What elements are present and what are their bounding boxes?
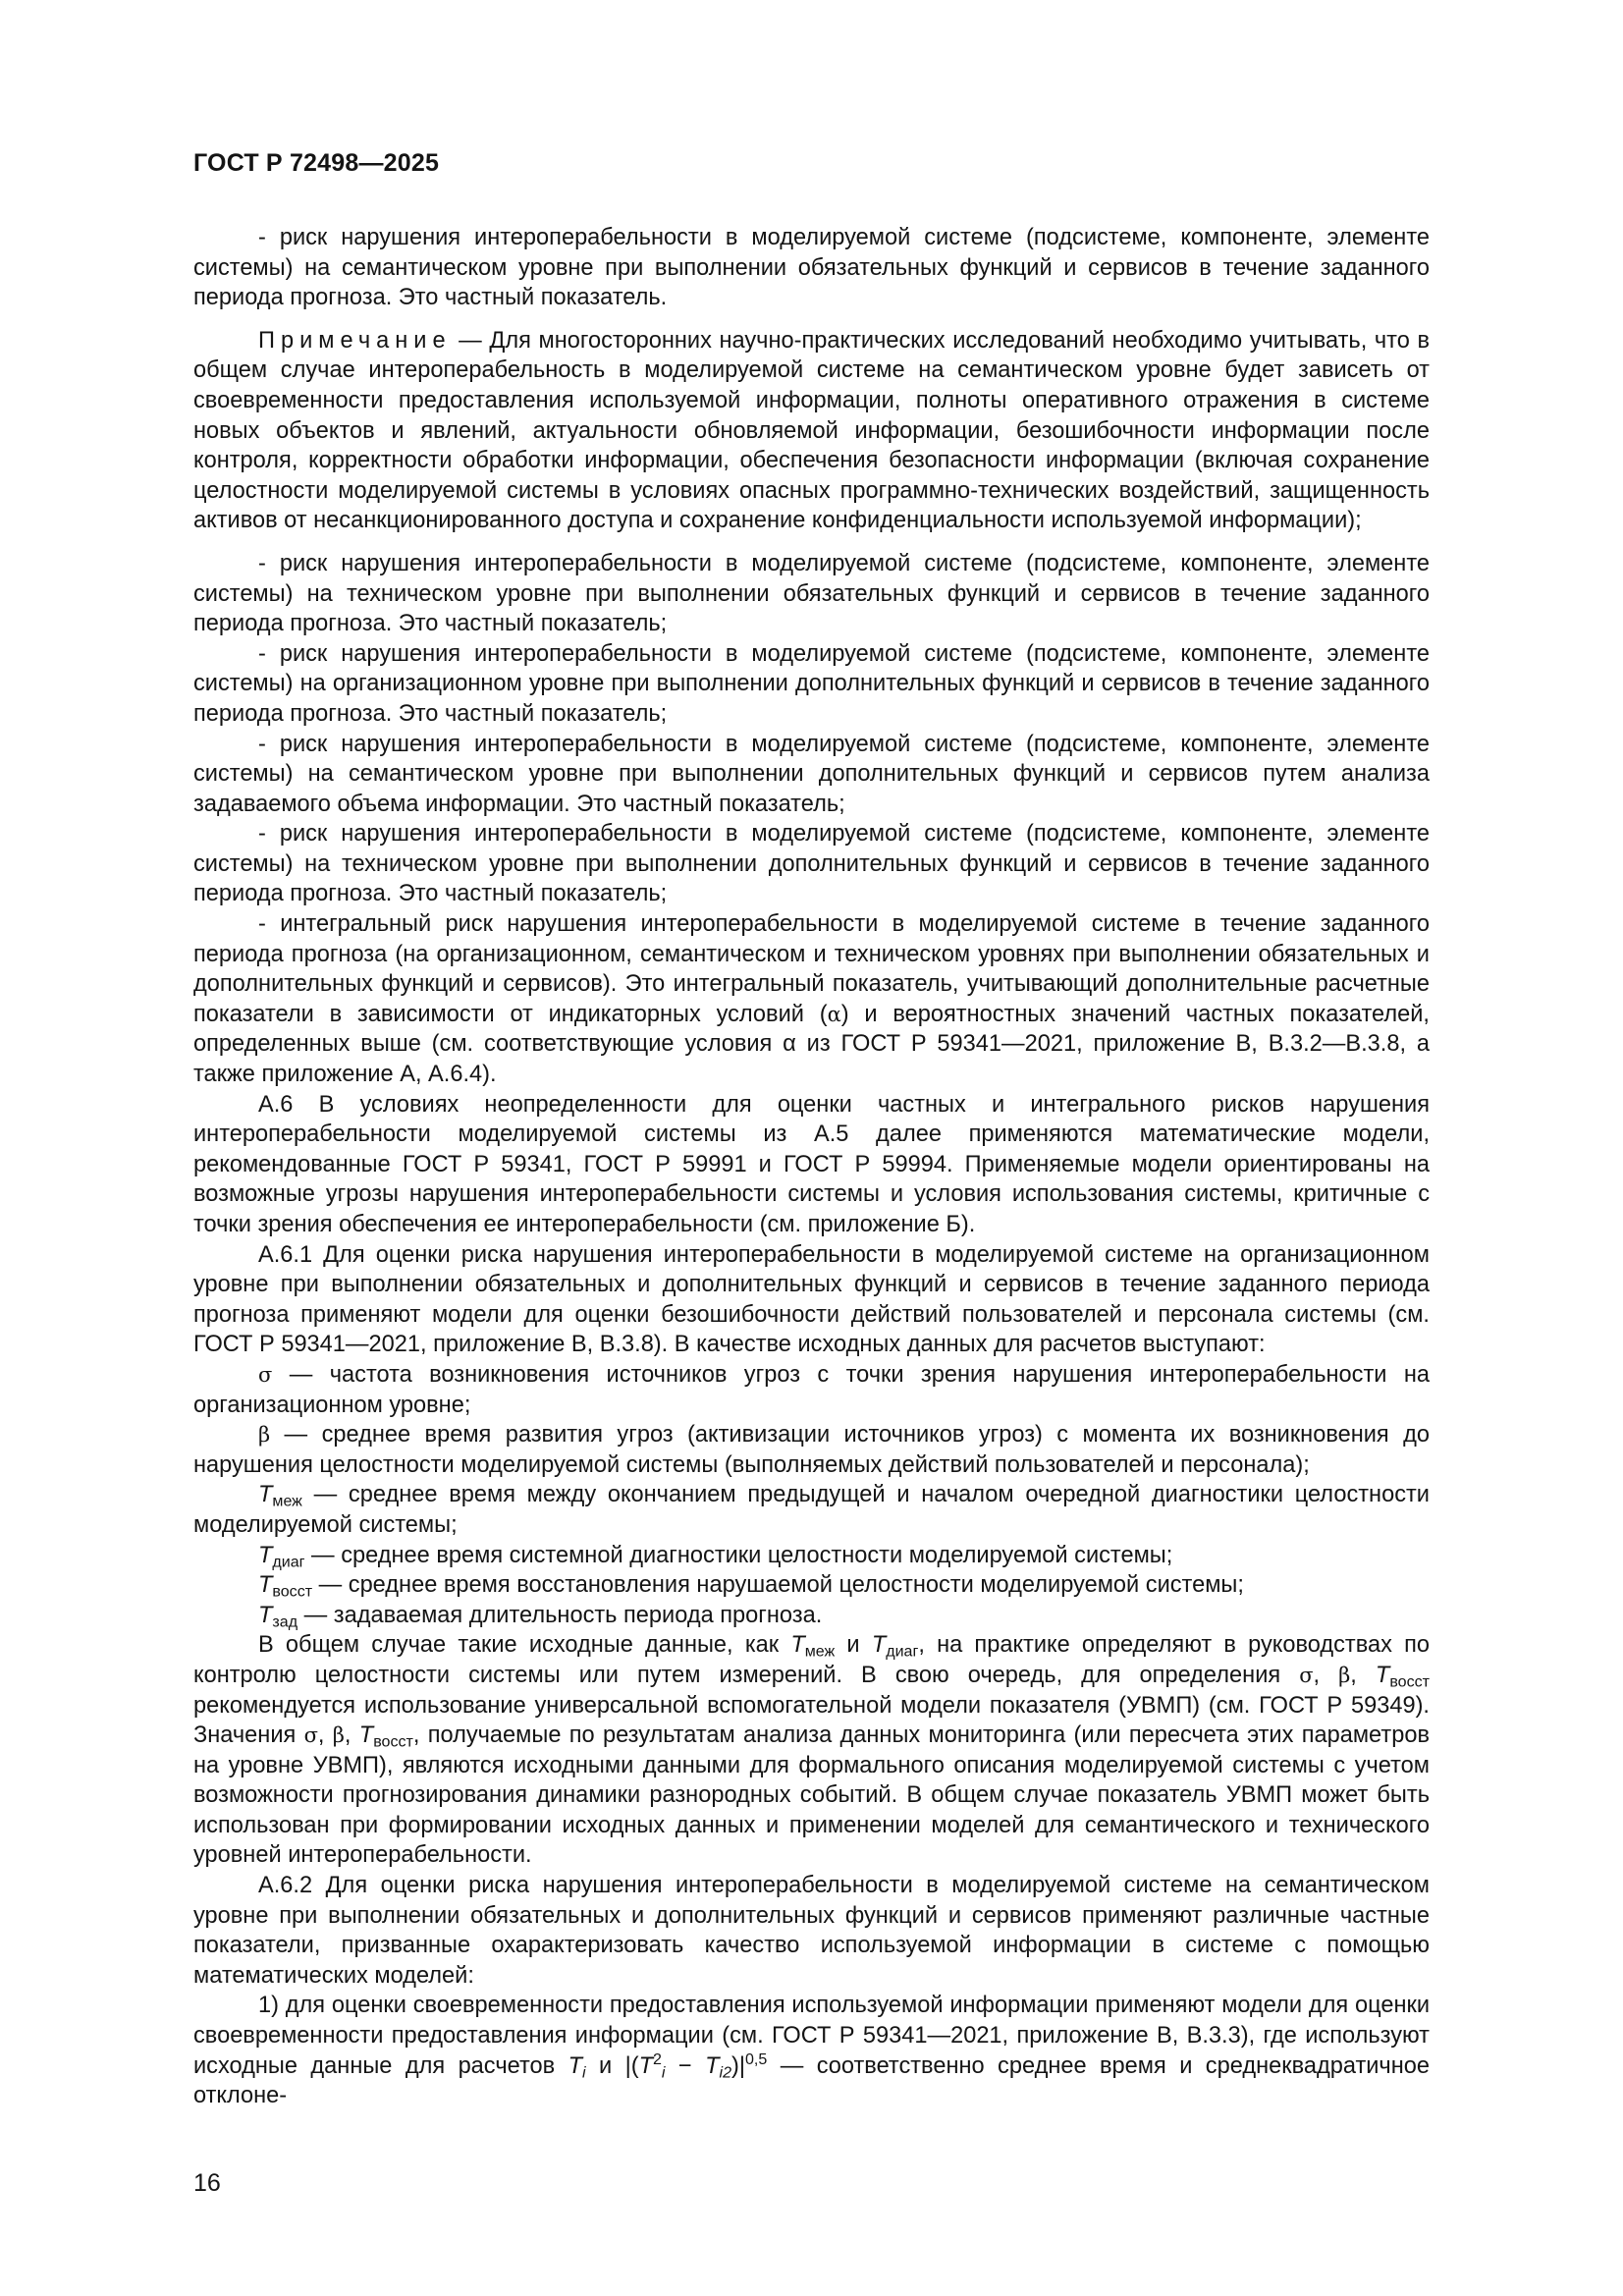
section-a6-1: А.6.1 Для оценки риска нарушения интероперабельности в моделируемой системе на организационном уровне при выполнении обязательных и дополнительных функций и сервисов в течение заданного периода прогноза применяют модели для оценки безошибочности действий пользователей и персонала системы (см. ГОСТ Р 59341—2021, приложение В, В.3.8). В качестве исходных данных для расчетов выступают: <box>193 1241 1430 1358</box>
section-a6-2: А.6.2 Для оценки риска нарушения интероперабельности в моделируемой системе на семантическом уровне при выполнении обязательных и дополнительных функций и сервисов применяют различные частные показатели, призванные охарактеризовать качество используемой информации в системе с помощью математических моделей: <box>193 1873 1430 1989</box>
paragraph-risk-semantic-additional: - риск нарушения интероперабельности в моделируемой системе (подсистеме, компоненте, элементе системы) на семантическом уровне при выполнении дополнительных функций и сервисов путем анализа задаваемого объема информации. Это частный показатель; <box>193 731 1430 817</box>
paragraph-general-case: В общем случае такие исходные данные, как $T_{меж}$ и $T_{диаг}$, на практике определяют в руководствах по контролю целостности системы или путем измерений. В свою очередь, для определения σ, β, $T_{восст}$ рекомендуется использование универсальной вспомогательной модели показателя (УВМП) (см. ГОСТ Р 59349). Значения σ, β, $T_{восст}$, получаемые по результатам анализа данных мониторинга (или пересчета этих параметров на уровне УВМП), являются исходными данными для формального описания моделируемой системы с учетом возможности прогнозирования динамики разнородных событий. В общем случае показатель УВМП может быть использован при формировании исходных данных и применении моделей для семантического и технического уровней интероперабельности. <box>193 1632 1430 1869</box>
page-number: 16 <box>193 2169 221 2197</box>
definition-t-zad: $T_{зад}$ — задаваемая длительность периода прогноза. <box>258 1602 823 1631</box>
paragraph-risk-semantic-mandatory: - риск нарушения интероперабельности в моделируемой системе (подсистеме, компоненте, элементе системы) на семантическом уровне при выполнении обязательных функций и сервисов в течение заданного периода прогноза. Это частный показатель. <box>193 225 1430 311</box>
paragraph-integral-risk: - интегральный риск нарушения интероперабельности в моделируемой системе в течение заданного периода прогноза (на организационном, семантическом и техническом уровнях при выполнении обязательных и дополнительных функций и сервисов). Это интегральный показатель, учитывающий дополнительные расчетные показатели в зависимости от индикаторных условий (α) и вероятностных значений частных показателей, определенных выше (см. соответствующие условия α из ГОСТ Р 59341—2021, приложение В, В.3.2—В.3.8, а также приложение А, А.6.4). <box>193 911 1431 1088</box>
definition-beta: β — среднее время развития угроз (активизации источников угроз) с момента их возникновения до нарушения целостности моделируемой системы (выполняемых действий пользователей и персонала); <box>193 1422 1430 1478</box>
paragraph-risk-organizational-additional: - риск нарушения интероперабельности в моделируемой системе (подсистеме, компоненте, элементе системы) на организационном уровне при выполнении дополнительных функций и сервисов в течение заданного периода прогноза. Это частный показатель; <box>193 640 1430 727</box>
note-text: — Для многосторонних научно-практических исследований необходимо учитывать, что в общем случае интероперабельность в моделируемой системе на семантическом уровне будет зависеть от своевременности предоставления используемой информации, полноты оперативного отражения в системе новых объектов и явлений, актуальности обновляемой информации, безошибочности информации после контроля, корректности обработки информации, обеспечения безопасности информации (включая сохранение целостности моделируемой системы в условиях опасных программно-технических воздействий, защищенность активов от несанкционированного доступа и сохранение конфиденциальности используемой информации); <box>193 327 1430 534</box>
section-a6: А.6 В условиях неопределенности для оценки частных и интегрального рисков нарушения интероперабельности моделируемой системы из А.5 далее применяются математические модели, рекомендованные ГОСТ Р 59341, ГОСТ Р 59991 и ГОСТ Р 59994. Применяемые модели ориентированы на возможные угрозы нарушения интероперабельности системы и условия использования системы, критичные с точки зрения обеспечения ее интероперабельности (см. приложение Б). <box>193 1091 1430 1237</box>
definition-t-diag: $T_{диаг}$ — среднее время системной диагностики целостности моделируемой системы; <box>258 1542 1173 1571</box>
paragraph-risk-technical-mandatory: - риск нарушения интероперабельности в моделируемой системе (подсистеме, компоненте, элементе системы) на техническом уровне при выполнении обязательных функций и сервисов в течение заданного периода прогноза. Это частный показатель; <box>193 550 1430 637</box>
document-header: ГОСТ Р 72498—2025 <box>193 149 440 177</box>
definition-t-mezh: $T_{меж}$ — среднее время между окончанием предыдущей и началом очередной диагностики целостности моделируемой системы; <box>193 1482 1430 1538</box>
note-paragraph <box>193 326 1430 536</box>
definition-t-vosst: $T_{восст}$ — среднее время восстановления нарушаемой целостности моделируемой системы; <box>258 1572 1244 1601</box>
list-item-1: 1) для оценки своевременности предоставления используемой информации применяют модели для оценки своевременности предоставления информации (см. ГОСТ Р 59341—2021, приложение В, В.3.3), где используют исходные данные для расчетов $T_i$ и $|(T^2_i - T_{i2})|^{0,5}$ — соответственно среднее время и среднеквадратичное отклоне- <box>193 1993 1430 2109</box>
note-label: Примечание <box>258 327 452 354</box>
definition-sigma: σ — частота возникновения источников угроз с точки зрения нарушения интероперабельности на организационном уровне; <box>193 1361 1430 1418</box>
document-body <box>193 223 1430 2111</box>
paragraph-risk-technical-additional: - риск нарушения интероперабельности в моделируемой системе (подсистеме, компоненте, элементе системы) на техническом уровне при выполнении дополнительных функций и сервисов в течение заданного периода прогноза. Это частный показатель; <box>193 821 1430 907</box>
